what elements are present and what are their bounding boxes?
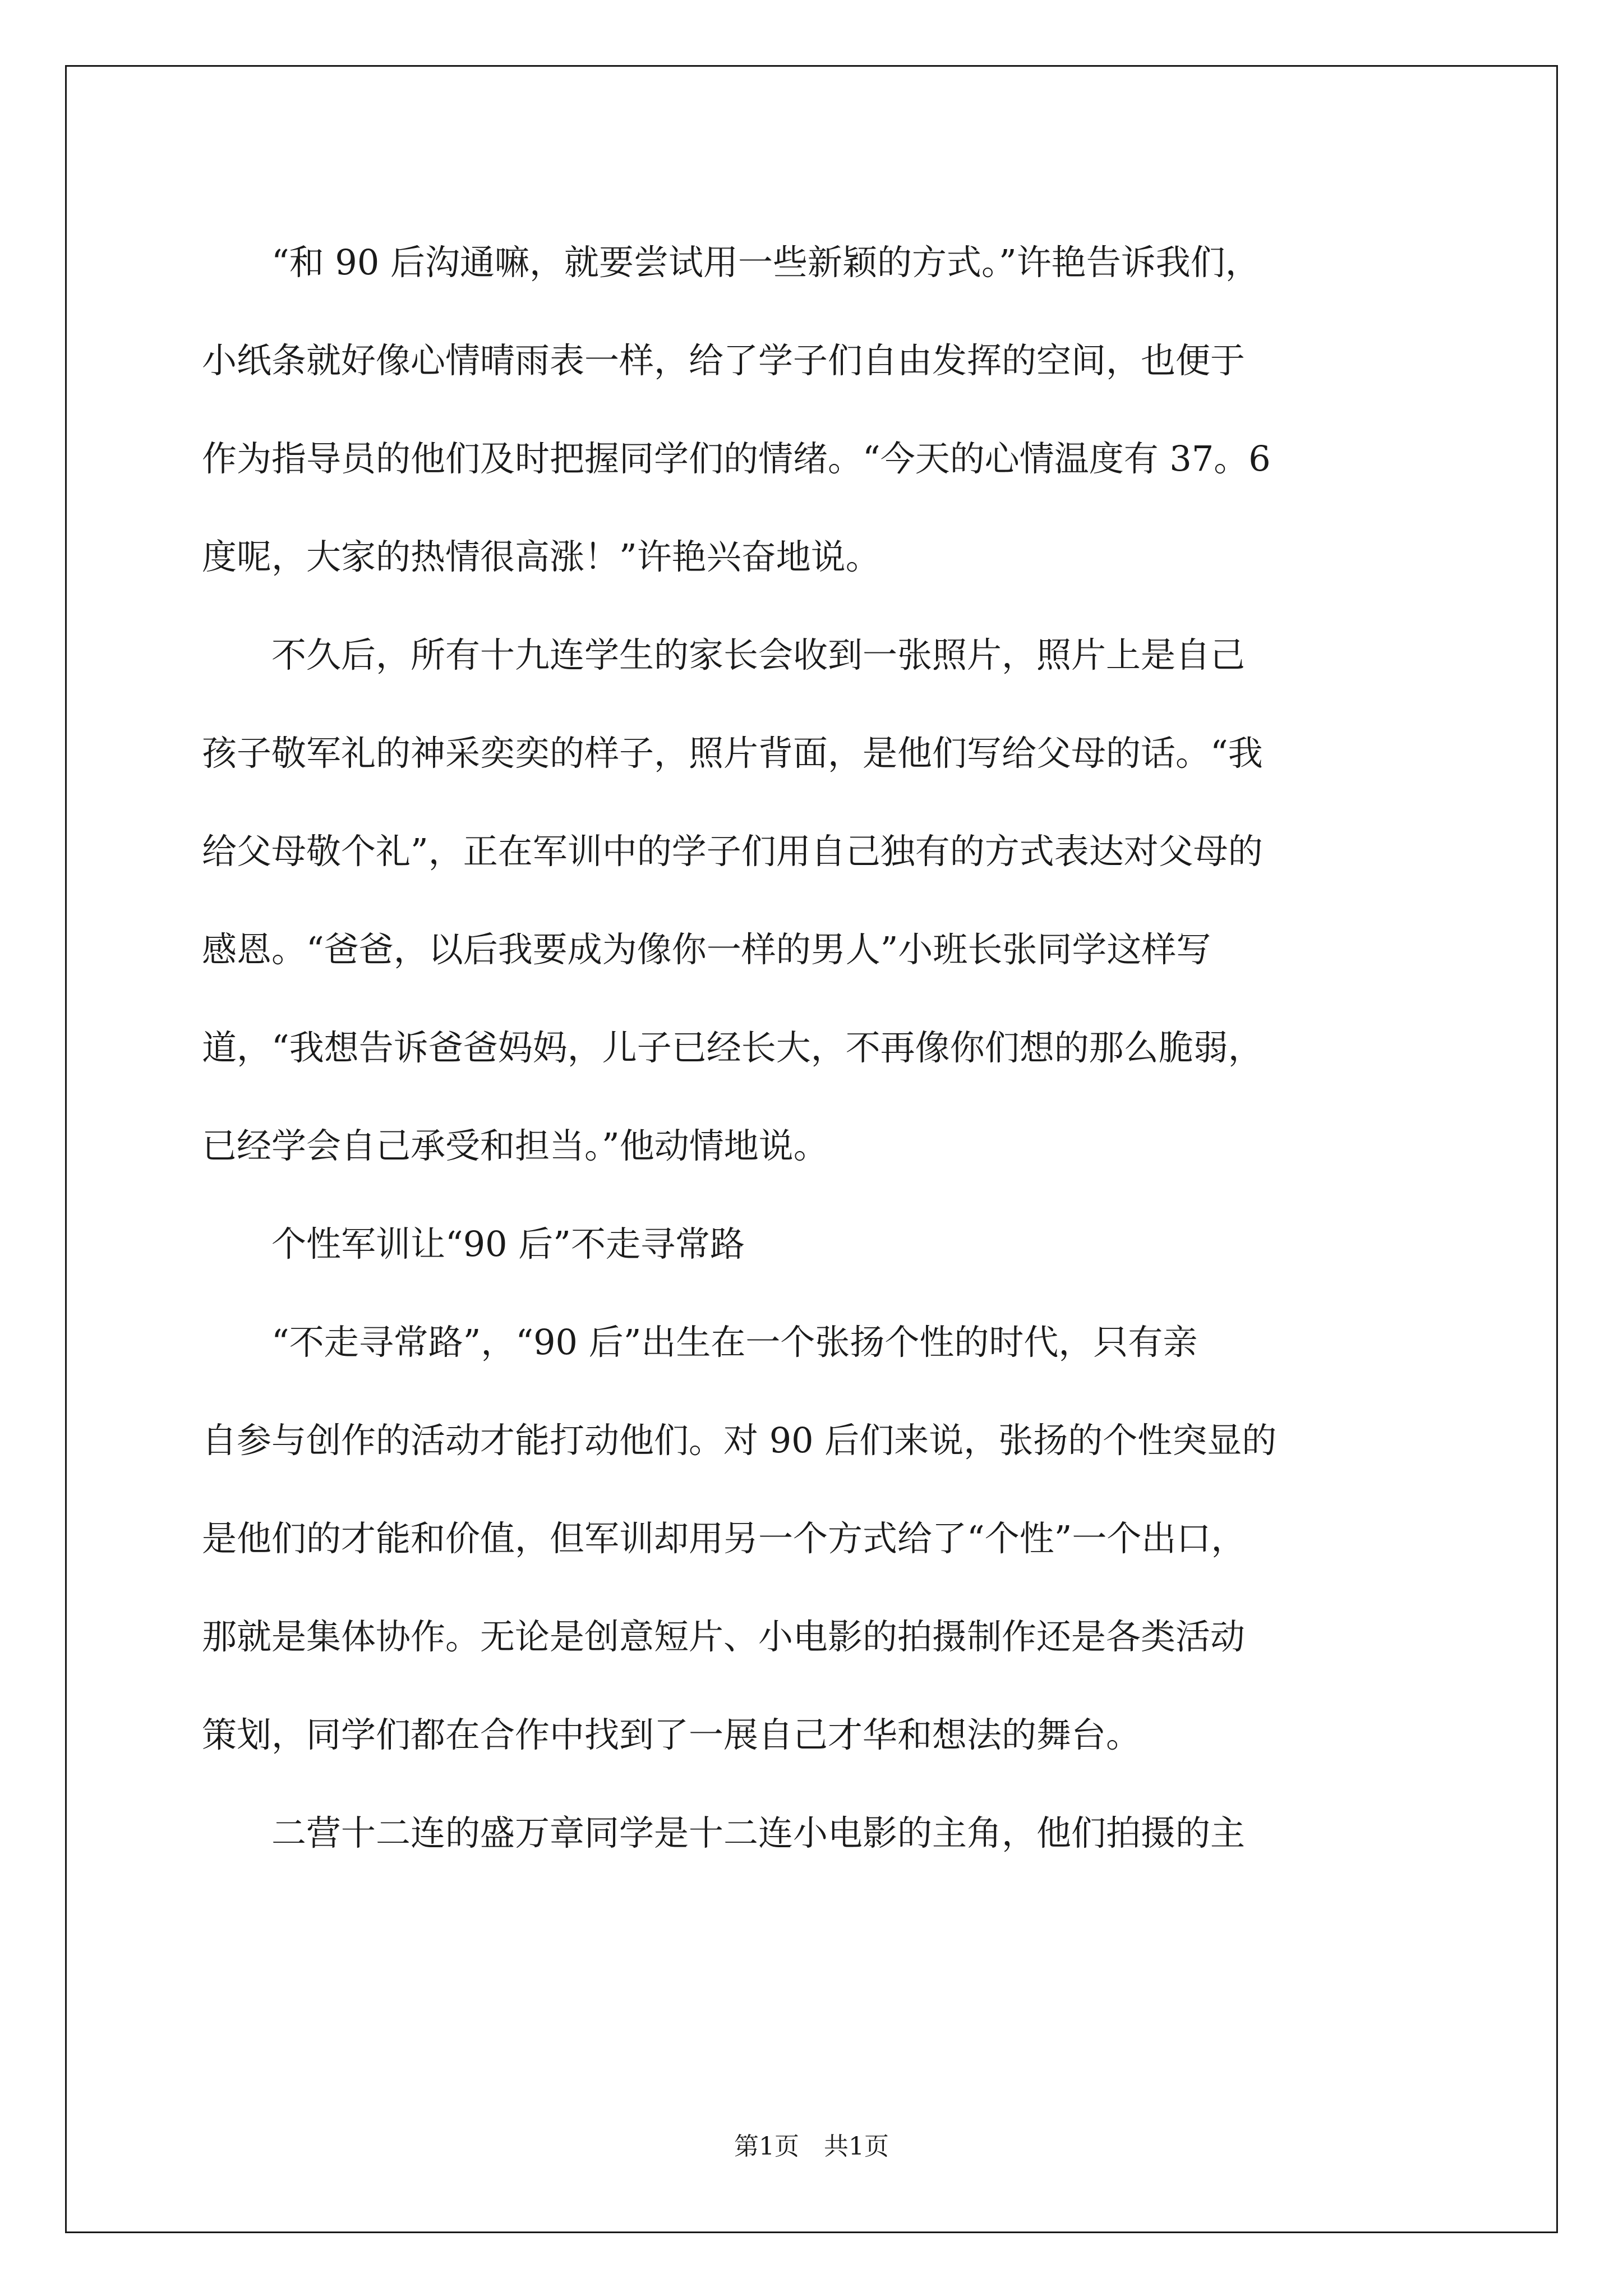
text-line: 小纸条就好像心情晴雨表一样，给了学子们自由发挥的空间，也便于: [202, 340, 1246, 381]
paragraph: [202, 213, 1430, 606]
text-line: 感恩。“爸爸，以后我要成为像你一样的男人”小班长张同学这样写: [202, 929, 1211, 970]
text-line: 作为指导员的他们及时把握同学们的情绪。“今天的心情温度有 37。6: [202, 438, 1271, 479]
page-total: 共1页: [824, 2132, 889, 2161]
text-line: 二营十二连的盛万章同学是十二连小电影的主角，他们拍摄的主: [271, 1812, 1246, 1853]
text-line: 是他们的才能和价值，但军训却用另一个方式给了“个性”一个出口，: [202, 1518, 1246, 1559]
text-line: “不走寻常路”，“90 后”出生在一个张扬个性的时代，只有亲: [271, 1322, 1198, 1363]
text-line: 个性军训让“90 后”不走寻常路: [271, 1223, 745, 1264]
paragraph: [202, 606, 1430, 1195]
text-line: 道，“我想告诉爸爸妈妈，儿子已经长大，不再像你们想的那么脆弱，: [202, 1027, 1263, 1068]
paragraph: [202, 1293, 1430, 1784]
text-line: 孩子敬军礼的神采奕奕的样子，照片背面，是他们写给父母的话。“我: [202, 733, 1263, 774]
text-line: 那就是集体协作。无论是创意短片、小电影的拍摄制作还是各类活动: [202, 1616, 1246, 1657]
text-line: 已经学会自己承受和担当。”他动情地说。: [202, 1125, 828, 1166]
document-body: [202, 213, 1430, 1882]
page-footer: [0, 2126, 1623, 2162]
section-heading: [202, 1195, 1430, 1293]
text-line: 度呢，大家的热情很高涨！”许艳兴奋地说。: [202, 536, 880, 577]
text-line: 自参与创作的活动才能打动他们。对 90 后们来说，张扬的个性突显的: [202, 1420, 1277, 1461]
text-line: 给父母敬个礼”，正在军训中的学子们用自己独有的方式表达对父母的: [202, 831, 1263, 872]
paragraph: [202, 1784, 1430, 1882]
text-line: “和 90 后沟通嘛，就要尝试用一些新颖的方式。”许艳告诉我们，: [271, 242, 1260, 283]
text-line: 不久后，所有十九连学生的家长会收到一张照片，照片上是自己: [271, 634, 1246, 675]
text-line: 策划，同学们都在合作中找到了一展自己才华和想法的舞台。: [202, 1714, 1141, 1755]
page-number: 第1页: [734, 2132, 799, 2161]
